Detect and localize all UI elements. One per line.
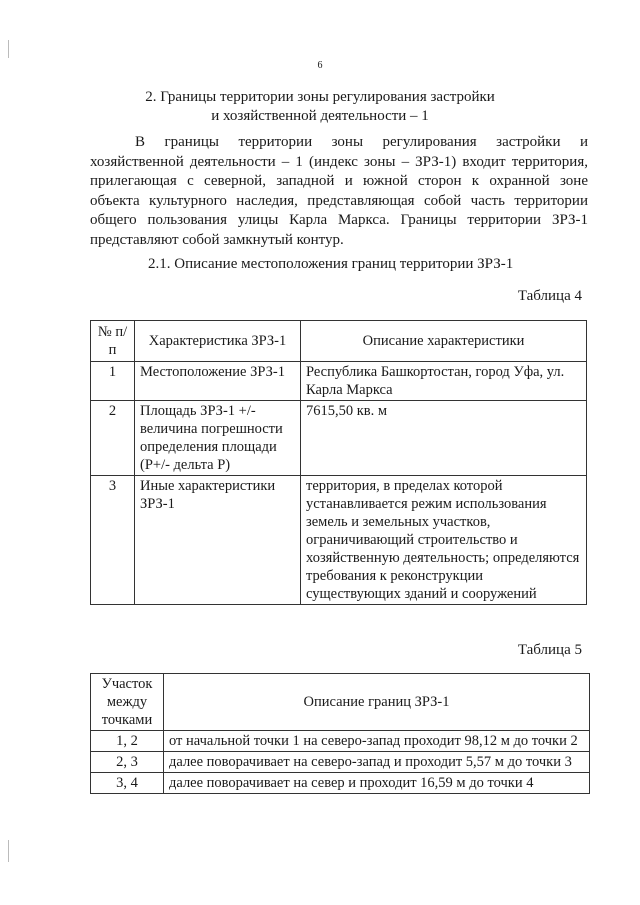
table-4 — [90, 320, 587, 605]
table-row — [91, 401, 587, 476]
paragraph-line: прилегающая с северной, западной и южной сторон к охранной зоне — [90, 173, 588, 189]
row-number: 1 — [91, 362, 135, 401]
row-boundary-description: далее поворачивает на север и проходит 16,59 м до точки 4 — [164, 773, 590, 794]
column-header-number: № п/п — [91, 321, 135, 362]
row-description: Республика Башкортостан, город Уфа, ул. Карла Маркса — [301, 362, 587, 401]
column-header-boundary-description: Описание границ ЗРЗ-1 — [164, 674, 590, 731]
table-row — [91, 476, 587, 605]
table-row — [91, 362, 587, 401]
row-characteristic: Иные характеристики ЗРЗ-1 — [135, 476, 301, 605]
row-characteristic: Местоположение ЗРЗ-1 — [135, 362, 301, 401]
page-number: 6 — [317, 60, 323, 71]
table-4-caption: Таблица 4 — [517, 288, 582, 304]
paragraph-line: объекта культурного наследия, представляющая собой часть территории — [90, 192, 588, 209]
row-boundary-description: от начальной точки 1 на северо-запад проходит 98,12 м до точки 2 — [164, 731, 590, 752]
scan-margin-mark — [8, 840, 9, 862]
row-boundary-description: далее поворачивает на северо-запад и проходит 5,57 м до точки 3 — [164, 752, 590, 773]
paragraph-line: В границы территории зоны регулирования застройки и — [135, 134, 588, 150]
column-header-segment: Участок между точками — [91, 674, 164, 731]
section-heading-line-2: и хозяйственной деятельности – 1 — [211, 108, 429, 124]
table-row — [91, 773, 590, 794]
table-header-row — [91, 674, 590, 731]
intro-paragraph — [90, 133, 588, 250]
paragraph-line: представляют собой замкнутый контур. — [90, 231, 344, 248]
table-5-caption: Таблица 5 — [517, 642, 582, 658]
row-segment: 3, 4 — [91, 773, 164, 794]
column-header-characteristic: Характеристика ЗРЗ-1 — [135, 321, 301, 362]
row-characteristic: Площадь ЗРЗ-1 +/- величина погрешности определения площади (Р+/- дельта Р) — [135, 401, 301, 476]
row-description: территория, в пределах которой устанавливается режим использования земель и земельных участков, ограничивающий строительство и хозяйственную деятельность; определяются требования к реконструкции существующих зданий и сооружений — [301, 476, 587, 605]
table-row — [91, 731, 590, 752]
row-description: 7615,50 кв. м — [301, 401, 587, 476]
table-5 — [90, 673, 590, 794]
row-segment: 1, 2 — [91, 731, 164, 752]
section-heading — [120, 88, 520, 126]
table-header-row — [91, 321, 587, 362]
row-segment: 2, 3 — [91, 752, 164, 773]
table-row — [91, 752, 590, 773]
paragraph-line: общего пользования улицы Карла Маркса. Границы территории ЗРЗ-1 — [90, 212, 588, 228]
row-number: 3 — [91, 476, 135, 605]
section-heading-line-1: 2. Границы территории зоны регулирования застройки — [145, 89, 495, 105]
paragraph-line: хозяйственной деятельности – 1 (индекс зоны – ЗРЗ-1) входит территория, — [90, 153, 588, 170]
row-number: 2 — [91, 401, 135, 476]
column-header-description: Описание характеристики — [301, 321, 587, 362]
subsection-heading: 2.1. Описание местоположения границ территории ЗРЗ-1 — [148, 256, 514, 272]
scan-margin-mark — [8, 40, 9, 58]
